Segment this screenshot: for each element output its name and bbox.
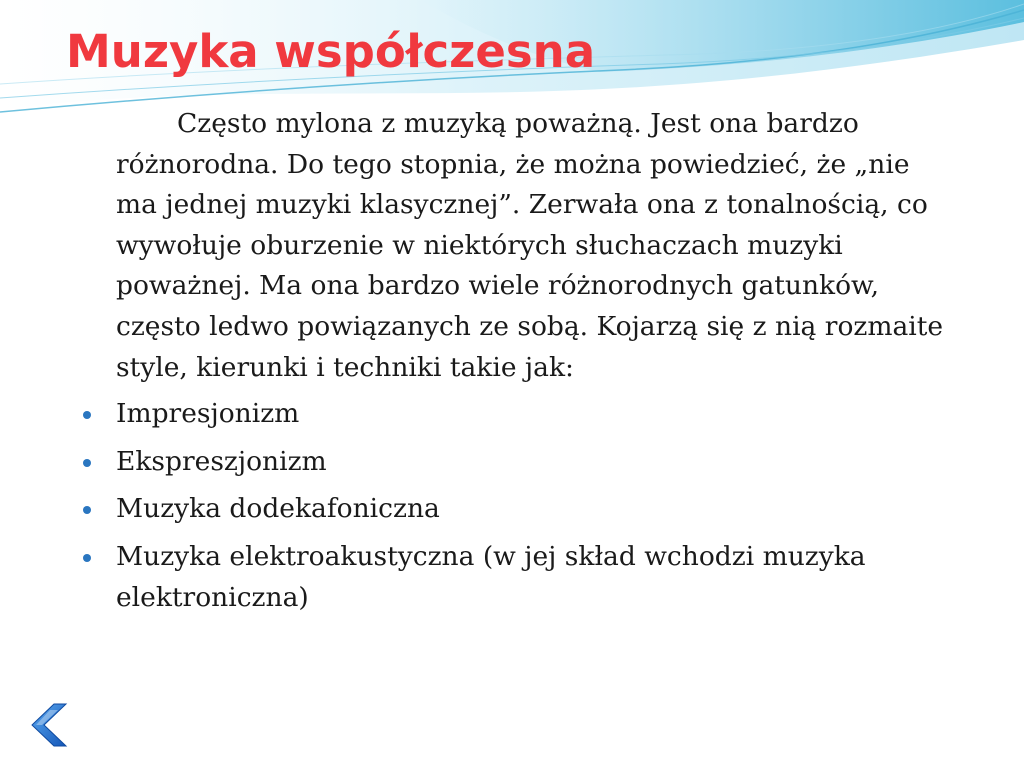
list-item [116,442,951,483]
list-item-text: Muzyka dodekafoniczna [116,493,440,525]
chevron-left-icon [32,704,66,746]
slide-content [116,104,951,625]
bullet-icon [83,554,91,562]
slide-title: Muzyka współczesna [66,25,596,78]
back-button[interactable] [20,700,70,750]
list-item [116,489,951,530]
bullet-icon [83,506,91,514]
intro-paragraph: Często mylona z muzyką poważną. Jest ona bardzo różnorodna. Do tego stopnia, że można powiedzieć, że „nie ma jednej muzyki klasycznej”. Zerwała ona z tonalnością, co wywołuje oburzenie w niektórych słuchaczach muzyki poważnej. Ma ona bardzo wiele różnorodnych gatunków, często ledwo powiązanych ze sobą. Kojarzą się z nią rozmaite style, kierunki i techniki takie jak: [116,108,944,383]
bullet-icon [83,411,91,419]
list-item [116,537,951,618]
list-item [116,394,951,435]
style-list [116,394,951,618]
list-item-text: Impresjonizm [116,398,300,430]
bullet-icon [83,459,91,467]
list-item-text: Muzyka elektroakustyczna (w jej skład wchodzi muzyka elektroniczna) [116,540,866,613]
list-item-text: Ekspreszjonizm [116,445,327,477]
